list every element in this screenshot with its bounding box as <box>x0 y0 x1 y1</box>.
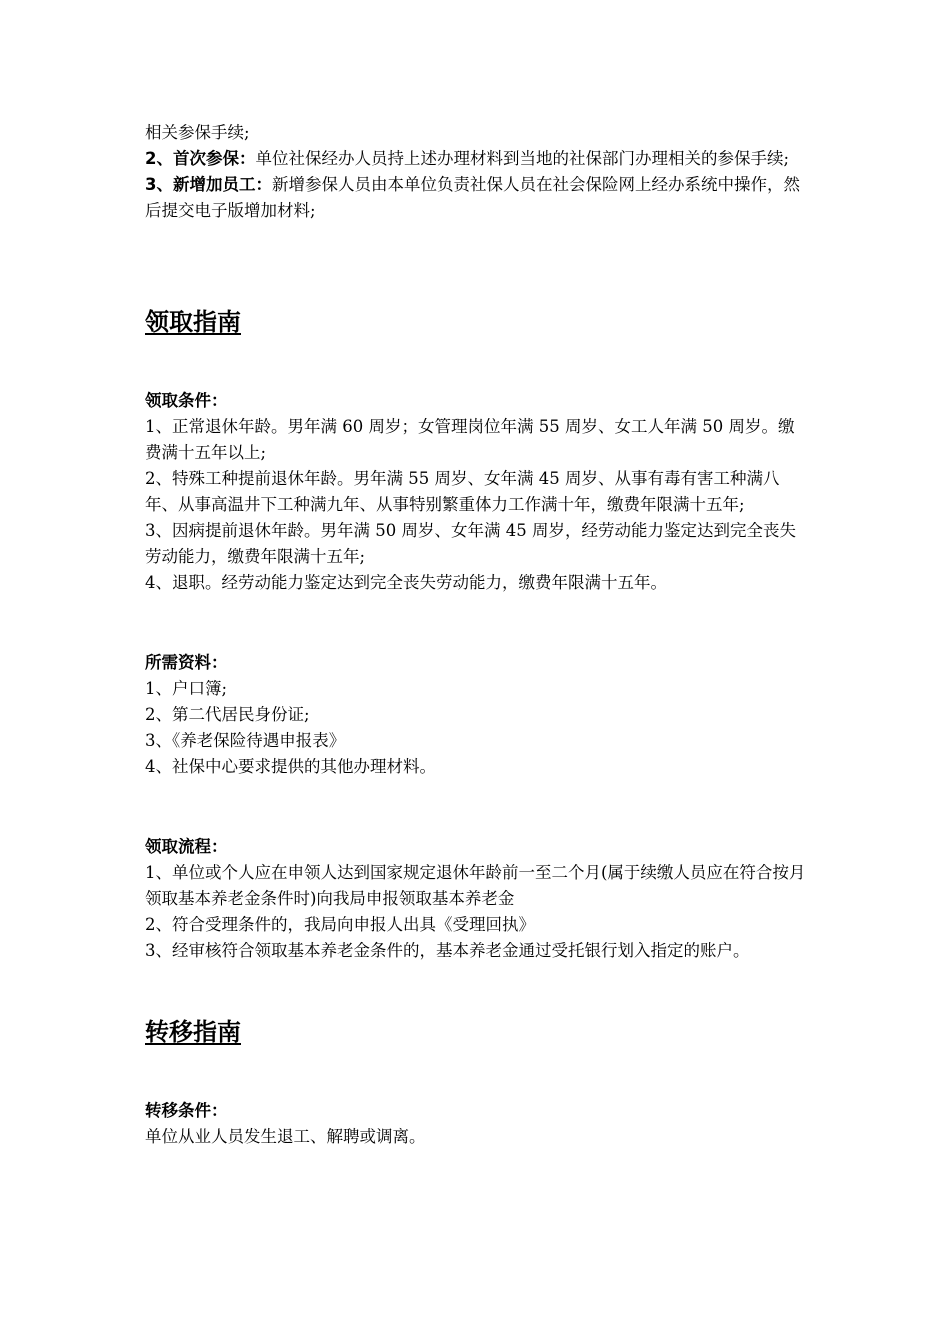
intro-item-3-number: 3、 <box>145 175 173 194</box>
claim-process-title: 领取流程： <box>145 837 228 856</box>
claim-guide-heading: 领取指南 <box>145 308 241 336</box>
claim-process-item: 2、符合受理条件的，我局向申报人出具《受理回执》 <box>145 915 535 934</box>
transfer-conditions-title: 转移条件： <box>145 1101 228 1120</box>
transfer-guide-heading: 转移指南 <box>145 1018 241 1046</box>
document-page <box>145 120 810 1150</box>
intro-item-2-number: 2、 <box>145 149 173 168</box>
claim-conditions-title: 领取条件： <box>145 391 228 410</box>
intro-item-2-label: 首次参保： <box>172 149 256 168</box>
intro-item-3-text: 新增参保人员由本单位负责社保人员在社会保险网上经办系统中操作，然后提交电子版增加材料; <box>145 175 800 220</box>
claim-process-item: 1、单位或个人应在申领人达到国家规定退休年龄前一至二个月(属于续缴人员应在符合按月领取基本养老金条件时)向我局申报领取基本养老金 <box>145 863 806 908</box>
intro-item-2-text: 单位社保经办人员持上述办理材料到当地的社保部门办理相关的参保手续; <box>255 149 790 168</box>
claim-material-item: 1、户口簿; <box>145 679 228 698</box>
transfer-conditions-text: 单位从业人员发生退工、解聘或调离。 <box>145 1127 426 1146</box>
claim-materials-title: 所需资料： <box>145 653 228 672</box>
claim-material-item: 3、《养老保险待遇申报表》 <box>145 731 346 750</box>
claim-condition-item: 4、退职。经劳动能力鉴定达到完全丧失劳动能力，缴费年限满十五年。 <box>145 573 667 592</box>
claim-condition-item: 2、特殊工种提前退休年龄。男年满 55 周岁、女年满 45 周岁、从事有毒有害工种满八年、从事高温井下工种满九年、从事特别繁重体力工作满十年，缴费年限满十五年; <box>145 469 780 514</box>
claim-condition-item: 1、正常退休年龄。男年满 60 周岁；女管理岗位年满 55 周岁、女工人年满 50 周岁。缴费满十五年以上; <box>145 417 795 462</box>
claim-material-item: 2、第二代居民身份证; <box>145 705 310 724</box>
intro-item-3-label: 新增加员工： <box>172 175 272 194</box>
intro-line: 相关参保手续; <box>145 123 250 142</box>
claim-material-item: 4、社保中心要求提供的其他办理材料。 <box>145 757 436 776</box>
claim-condition-item: 3、因病提前退休年龄。男年满 50 周岁、女年满 45 周岁，经劳动能力鉴定达到完全丧失劳动能力，缴费年限满十五年; <box>145 521 796 566</box>
intro-item-3 <box>145 172 810 224</box>
claim-process-item: 3、经审核符合领取基本养老金条件的，基本养老金通过受托银行划入指定的账户。 <box>145 941 750 960</box>
intro-item-2 <box>145 146 810 172</box>
